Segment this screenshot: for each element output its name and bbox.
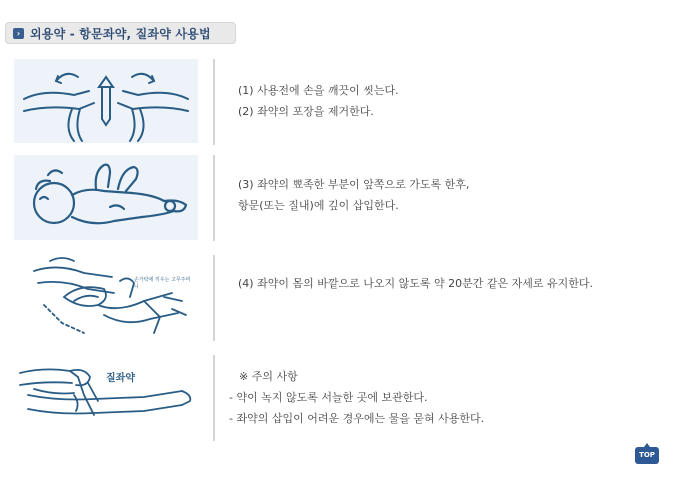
annotation-text: 손가락에 끼우는 고무주머니 [134,277,191,290]
arrow-right-icon: › [13,28,24,39]
page-title: 외용약 - 항문좌약, 질좌약 사용법 [30,26,211,41]
text-line: 항문(또는 질내)에 깊이 삽입한다. [238,199,399,212]
illustration-infant [14,155,198,240]
step-3-text [238,273,593,294]
divider [213,59,215,145]
text-line: ※ 주의 사항 [239,370,298,383]
text-line: (3) 좌약의 뾰족한 부분이 앞쪽으로 가도록 한후, [238,178,470,191]
text-line: - 약이 녹지 않도록 서늘한 곳에 보관한다. [229,391,428,404]
top-button[interactable]: TOP [635,447,659,464]
divider [213,355,215,441]
step-2-text [238,174,469,216]
divider [213,255,215,341]
label-vaginal-suppository: 질좌약 [106,373,135,384]
step-4-text [229,366,484,429]
section-title-box [5,22,236,44]
text-line: - 좌약의 삽입이 어려운 경우에는 물을 묻혀 사용한다. [229,412,485,425]
text-line: (2) 좌약의 포장을 제거한다. [238,105,374,118]
illustration-hand-washing [14,59,198,143]
divider [213,155,215,241]
illustration-lying-person [14,355,198,440]
text-line: (1) 사용전에 손을 깨끗이 씻는다. [238,84,399,97]
illustration-holding [14,253,198,343]
text-line: (4) 좌약이 몸의 바깥으로 나오지 않도록 약 20분간 같은 자세로 유지한다. [238,277,593,290]
step-1-text [238,80,399,122]
